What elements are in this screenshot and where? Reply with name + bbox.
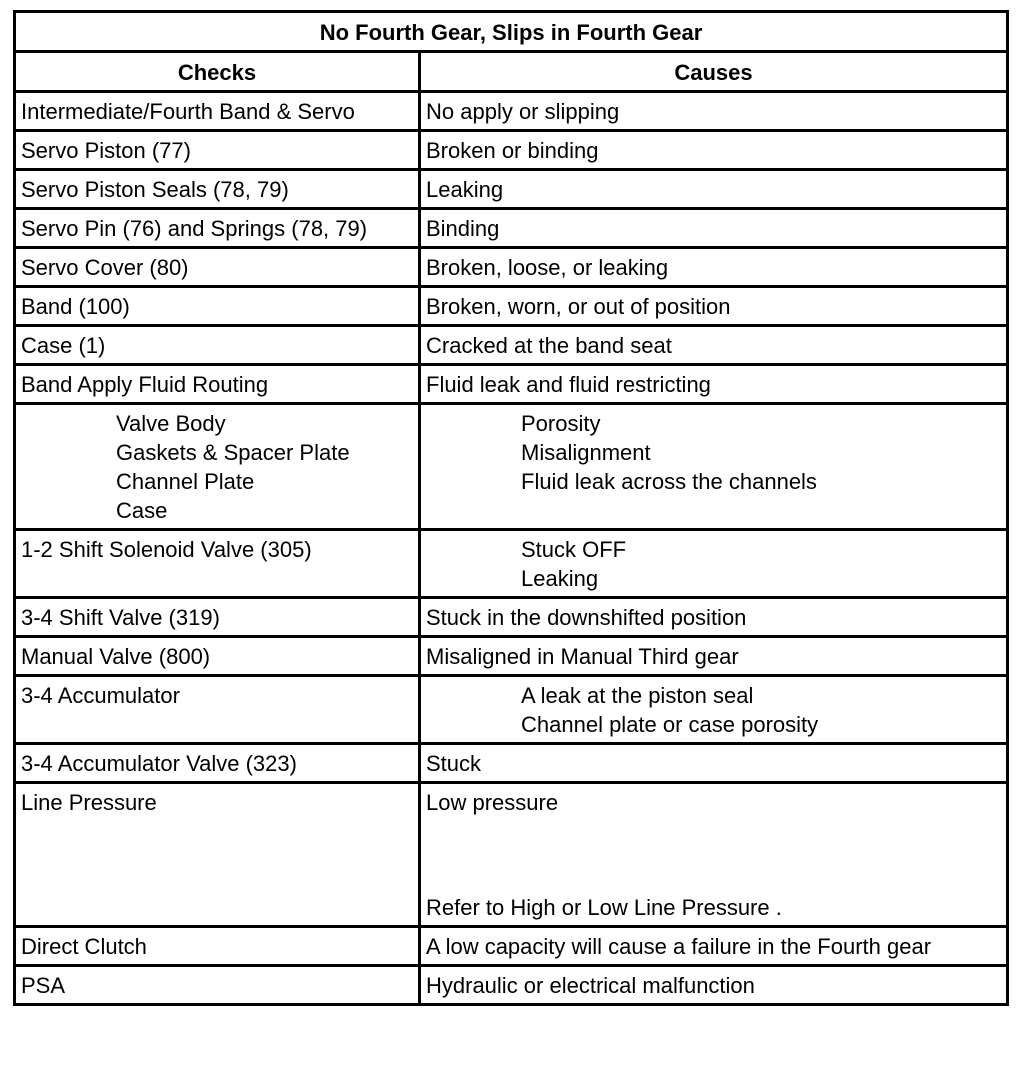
table-title: No Fourth Gear, Slips in Fourth Gear	[15, 12, 1008, 52]
table-row	[15, 248, 1008, 287]
routing-cause-item: Misalignment	[521, 440, 651, 465]
check-cell: 1-2 Shift Solenoid Valve (305)	[15, 530, 420, 598]
table-row	[15, 170, 1008, 209]
cause-cell	[420, 676, 1008, 744]
table-row	[15, 287, 1008, 326]
cause-cell: Stuck in the downshifted position	[420, 598, 1008, 637]
cause-cell: Stuck	[420, 744, 1008, 783]
table-row	[15, 209, 1008, 248]
cause-item: Leaking	[521, 566, 599, 591]
cause-item: A leak at the piston seal	[521, 683, 754, 708]
cause-cell: Broken, loose, or leaking	[420, 248, 1008, 287]
cause-cell	[420, 783, 1008, 927]
diagnosis-table	[13, 10, 1009, 1006]
cause-cell: Broken, worn, or out of position	[420, 287, 1008, 326]
table-row	[15, 637, 1008, 676]
checks-header: Checks	[15, 52, 420, 92]
table-row	[15, 530, 1008, 598]
check-cell: Band (100)	[15, 287, 420, 326]
cause-cell: Fluid leak and fluid restricting	[420, 365, 1008, 404]
routing-check-item: Gaskets & Spacer Plate	[116, 440, 350, 465]
cause-item: Channel plate or case porosity	[521, 712, 819, 737]
check-cell: Band Apply Fluid Routing	[15, 365, 420, 404]
table-row	[15, 744, 1008, 783]
check-cell: Intermediate/Fourth Band & Servo	[15, 92, 420, 131]
check-cell: Servo Piston Seals (78, 79)	[15, 170, 420, 209]
header-row	[15, 52, 1008, 92]
routing-cause-item: Fluid leak across the channels	[521, 469, 817, 494]
check-cell: Servo Pin (76) and Springs (78, 79)	[15, 209, 420, 248]
cause-cell: A low capacity will cause a failure in the Fourth gear	[420, 927, 1008, 966]
table-row	[15, 365, 1008, 404]
check-cell: Line Pressure	[15, 783, 420, 927]
table-row	[15, 131, 1008, 170]
cause-item: Stuck OFF	[521, 537, 627, 562]
cause-item: Low pressure	[426, 790, 559, 815]
routing-causes-cell	[420, 404, 1008, 530]
check-cell: 3-4 Shift Valve (319)	[15, 598, 420, 637]
table-row	[15, 966, 1008, 1005]
cause-cell: Hydraulic or electrical malfunction	[420, 966, 1008, 1005]
causes-header: Causes	[420, 52, 1008, 92]
cause-cell	[420, 530, 1008, 598]
routing-check-item: Case	[116, 498, 168, 523]
check-cell: 3-4 Accumulator Valve (323)	[15, 744, 420, 783]
check-cell: 3-4 Accumulator	[15, 676, 420, 744]
routing-detail-row	[15, 404, 1008, 530]
routing-checks-cell	[15, 404, 420, 530]
routing-check-item: Valve Body	[116, 411, 226, 436]
cause-cell: No apply or slipping	[420, 92, 1008, 131]
check-cell: Servo Cover (80)	[15, 248, 420, 287]
check-cell: Direct Clutch	[15, 927, 420, 966]
title-row	[15, 12, 1008, 52]
routing-cause-item: Porosity	[521, 411, 601, 436]
table-row	[15, 326, 1008, 365]
table-row	[15, 598, 1008, 637]
table-row	[15, 927, 1008, 966]
cause-cell: Misaligned in Manual Third gear	[420, 637, 1008, 676]
table-row	[15, 676, 1008, 744]
cause-cell: Leaking	[420, 170, 1008, 209]
check-cell: Manual Valve (800)	[15, 637, 420, 676]
check-cell: Case (1)	[15, 326, 420, 365]
check-cell: PSA	[15, 966, 420, 1005]
table-row	[15, 783, 1008, 927]
routing-check-item: Channel Plate	[116, 469, 255, 494]
table-row	[15, 92, 1008, 131]
check-cell: Servo Piston (77)	[15, 131, 420, 170]
cause-note: Refer to High or Low Line Pressure .	[426, 895, 782, 920]
cause-cell: Binding	[420, 209, 1008, 248]
cause-cell: Cracked at the band seat	[420, 326, 1008, 365]
cause-cell: Broken or binding	[420, 131, 1008, 170]
